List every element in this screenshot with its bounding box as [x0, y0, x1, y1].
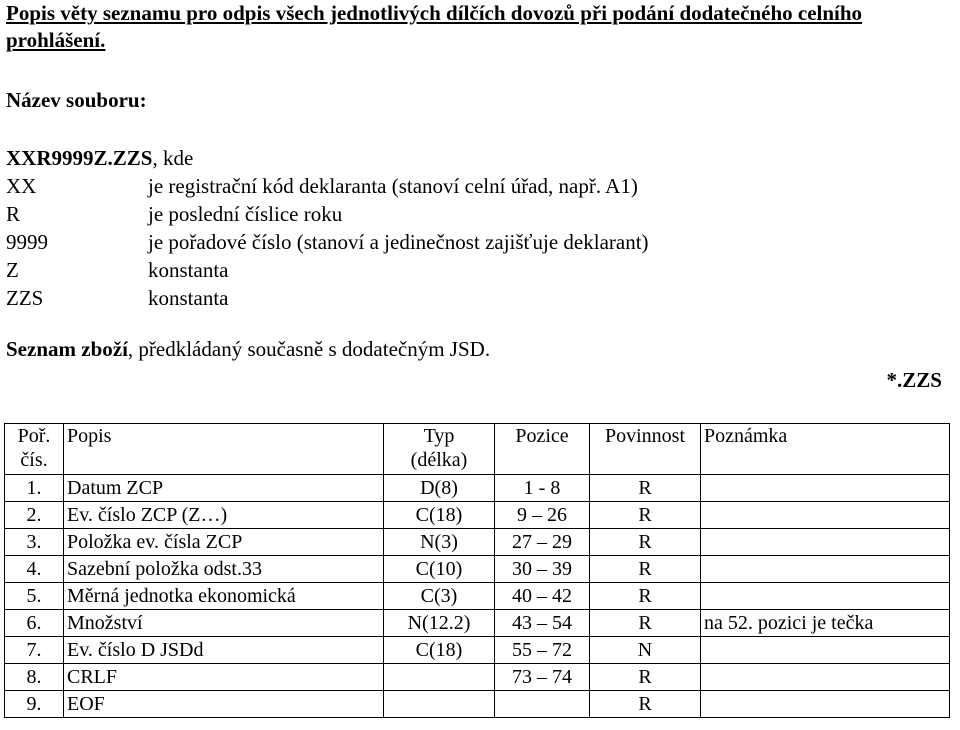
cell-order: 8.	[5, 664, 64, 691]
cell-position: 1 - 8	[495, 475, 590, 502]
cell-note	[701, 583, 950, 610]
cell-order: 3.	[5, 529, 64, 556]
cell-description: Ev. číslo ZCP (Z…)	[64, 502, 384, 529]
header-position: Pozice	[495, 424, 590, 475]
subtitle-bold: Seznam zboží	[6, 337, 128, 361]
record-layout-table	[4, 423, 950, 718]
definition-row	[6, 284, 649, 312]
cell-order: 5.	[5, 583, 64, 610]
cell-position	[495, 691, 590, 718]
definition-code: Z	[6, 258, 19, 282]
cell-requirement: R	[590, 529, 701, 556]
cell-note	[701, 664, 950, 691]
cell-type	[384, 664, 495, 691]
cell-description: EOF	[64, 691, 384, 718]
header-type-line2: (délka)	[410, 449, 468, 471]
cell-type: N(3)	[384, 529, 495, 556]
table-row	[5, 529, 950, 556]
cell-note	[701, 529, 950, 556]
cell-type: D(8)	[384, 475, 495, 502]
definition-code: R	[6, 202, 21, 226]
cell-requirement: R	[590, 475, 701, 502]
cell-type: N(12.2)	[384, 610, 495, 637]
filename-pattern-name: XXR9999Z.ZZS	[6, 146, 153, 170]
definition-list	[6, 172, 649, 312]
table-row	[5, 664, 950, 691]
section-subtitle	[6, 337, 490, 362]
definition-text: konstanta	[148, 286, 229, 310]
definition-code: 9999	[6, 230, 48, 254]
header-requirement: Povinnost	[590, 424, 701, 475]
cell-note: na 52. pozici je tečka	[701, 610, 950, 637]
filename-heading: Název souboru:	[6, 88, 147, 112]
cell-requirement: R	[590, 691, 701, 718]
header-order-line1: Poř.	[17, 425, 51, 447]
cell-order: 2.	[5, 502, 64, 529]
cell-order: 4.	[5, 556, 64, 583]
cell-position: 73 – 74	[495, 664, 590, 691]
definition-text: konstanta	[148, 258, 229, 282]
definition-text: je pořadové číslo (stanoví a jedinečnost zajišťuje deklarant)	[148, 230, 649, 254]
table-row	[5, 475, 950, 502]
header-type	[384, 424, 495, 475]
table-row	[5, 610, 950, 637]
cell-type	[384, 691, 495, 718]
header-order-line2: čís.	[20, 449, 48, 471]
table-header-row	[5, 424, 950, 475]
filename-pattern-suffix: , kde	[152, 146, 194, 170]
file-extension: *.ZZS	[886, 368, 942, 392]
cell-note	[701, 556, 950, 583]
cell-description: CRLF	[64, 664, 384, 691]
definition-row	[6, 256, 649, 284]
cell-order: 6.	[5, 610, 64, 637]
cell-position: 9 – 26	[495, 502, 590, 529]
cell-description: Ev. číslo D JSDd	[64, 637, 384, 664]
cell-requirement: R	[590, 610, 701, 637]
cell-requirement: R	[590, 502, 701, 529]
cell-note	[701, 691, 950, 718]
cell-requirement: R	[590, 556, 701, 583]
definition-row	[6, 200, 649, 228]
cell-requirement: R	[590, 664, 701, 691]
cell-position: 27 – 29	[495, 529, 590, 556]
cell-position: 40 – 42	[495, 583, 590, 610]
cell-position: 30 – 39	[495, 556, 590, 583]
cell-requirement: R	[590, 583, 701, 610]
header-description: Popis	[64, 424, 384, 475]
table-row	[5, 691, 950, 718]
definition-row	[6, 172, 649, 200]
header-note: Poznámka	[701, 424, 950, 475]
cell-order: 1.	[5, 475, 64, 502]
cell-description: Množství	[64, 610, 384, 637]
cell-requirement: N	[590, 637, 701, 664]
table-row	[5, 637, 950, 664]
table-row	[5, 502, 950, 529]
table-row	[5, 583, 950, 610]
cell-description: Sazební položka odst.33	[64, 556, 384, 583]
cell-description: Datum ZCP	[64, 475, 384, 502]
cell-description: Měrná jednotka ekonomická	[64, 583, 384, 610]
definition-code: XX	[6, 174, 37, 198]
header-order	[5, 424, 64, 475]
table-row	[5, 556, 950, 583]
document-title: Popis věty seznamu pro odpis všech jednotlivých dílčích dovozů při podání dodatečného celního prohlášení.	[6, 1, 863, 52]
cell-order: 9.	[5, 691, 64, 718]
definition-code: ZZS	[6, 286, 44, 310]
cell-type: C(18)	[384, 502, 495, 529]
cell-order: 7.	[5, 637, 64, 664]
header-type-line1: Typ	[423, 425, 455, 447]
cell-type: C(3)	[384, 583, 495, 610]
cell-type: C(18)	[384, 637, 495, 664]
definition-row	[6, 228, 649, 256]
cell-note	[701, 637, 950, 664]
filename-pattern	[6, 146, 193, 171]
cell-position: 43 – 54	[495, 610, 590, 637]
cell-description: Položka ev. čísla ZCP	[64, 529, 384, 556]
cell-type: C(10)	[384, 556, 495, 583]
cell-position: 55 – 72	[495, 637, 590, 664]
definition-text: je registrační kód deklaranta (stanoví celní úřad, např. A1)	[148, 174, 638, 198]
cell-note	[701, 502, 950, 529]
subtitle-rest: , předkládaný současně s dodatečným JSD.	[127, 337, 491, 361]
definition-text: je poslední číslice roku	[148, 202, 343, 226]
cell-note	[701, 475, 950, 502]
